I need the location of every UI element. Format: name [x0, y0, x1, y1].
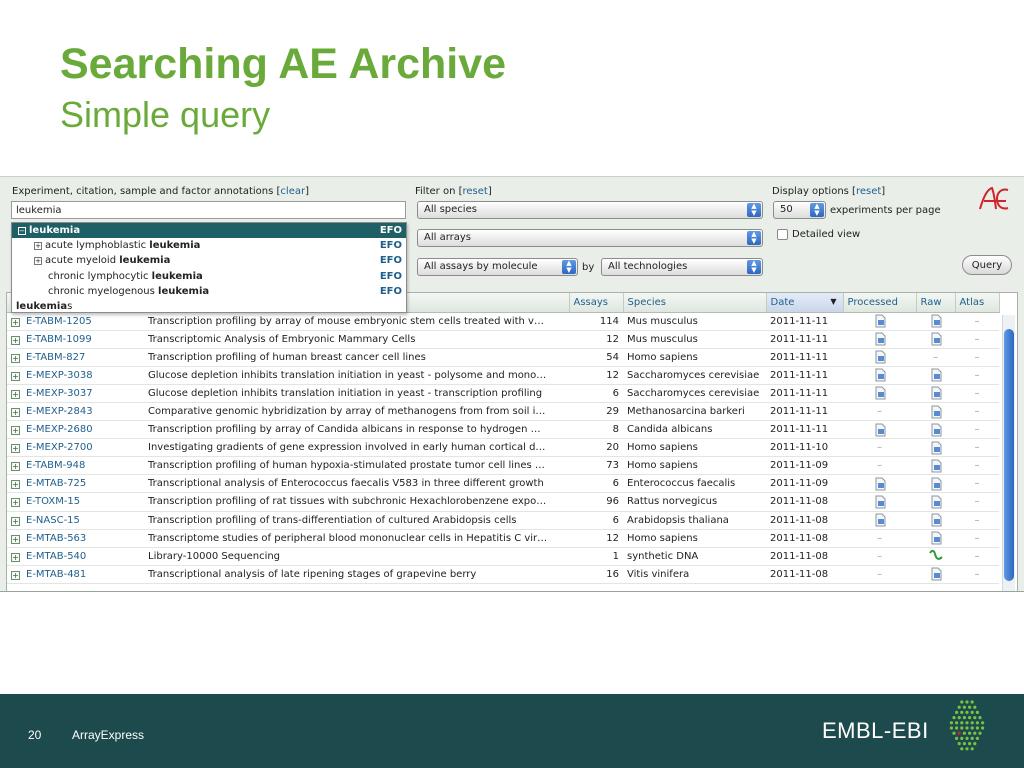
- plus-square-icon[interactable]: +: [12, 462, 19, 472]
- raw-cell[interactable]: [916, 312, 955, 330]
- query-button[interactable]: Query: [962, 255, 1012, 275]
- document-icon[interactable]: [929, 405, 943, 419]
- title-cell: Transcription profiling of trans-differentiation of cultured Arabidopsis cells: [144, 511, 569, 529]
- table-row[interactable]: [7, 457, 999, 475]
- document-icon[interactable]: [929, 368, 943, 382]
- atlas-cell: –: [955, 547, 999, 565]
- plus-square-icon[interactable]: +: [12, 317, 19, 327]
- logo-dot: [963, 716, 966, 719]
- species-select[interactable]: All species ▲ ▼: [417, 201, 763, 219]
- accession-cell[interactable]: + E-TABM-948: [7, 457, 144, 475]
- date-cell: 2011-11-08: [766, 565, 843, 583]
- logo-dot: [960, 721, 963, 724]
- document-icon[interactable]: [873, 386, 887, 400]
- accession-cell[interactable]: + E-MEXP-2700: [7, 439, 144, 457]
- date-cell: 2011-11-11: [766, 421, 843, 439]
- efo-tag: EFO: [379, 285, 402, 297]
- raw-cell[interactable]: [916, 421, 955, 439]
- raw-cell[interactable]: [916, 475, 955, 493]
- autocomplete-suggestion[interactable]: + acute myeloid leukemia EFO: [12, 253, 406, 268]
- table-row[interactable]: [7, 511, 999, 529]
- raw-cell[interactable]: [916, 457, 955, 475]
- logo-dot: [976, 721, 979, 724]
- filter-reset-link[interactable]: reset: [462, 186, 488, 197]
- species-cell: Mus musculus: [623, 330, 766, 348]
- species-cell: Rattus norvegicus: [623, 493, 766, 511]
- plus-square-icon[interactable]: +: [12, 371, 19, 381]
- atlas-cell: –: [955, 493, 999, 511]
- logo-dot: [981, 721, 984, 724]
- document-icon[interactable]: [873, 477, 887, 491]
- assays-cell: 54: [569, 348, 623, 366]
- document-icon[interactable]: [929, 513, 943, 527]
- date-cell: 2011-11-10: [766, 439, 843, 457]
- clear-link[interactable]: clear: [280, 186, 306, 197]
- raw-cell[interactable]: [916, 384, 955, 402]
- logo-dot: [971, 726, 974, 729]
- detailed-view-checkbox[interactable]: [777, 229, 788, 240]
- logo-dot: [952, 732, 955, 735]
- species-cell: Saccharomyces cerevisiae: [623, 384, 766, 402]
- accession-cell[interactable]: + E-NASC-15: [7, 511, 144, 529]
- date-cell: 2011-11-11: [766, 402, 843, 420]
- document-icon[interactable]: [929, 441, 943, 455]
- sort-down-icon: ▼: [830, 296, 837, 306]
- plus-square-icon[interactable]: +: [12, 408, 19, 418]
- logo-dot: [950, 721, 953, 724]
- raw-cell[interactable]: [916, 402, 955, 420]
- processed-cell[interactable]: –: [843, 402, 916, 420]
- title-cell: Transcription profiling by array of mouse embryonic stem cells treated with v…: [144, 312, 569, 330]
- efo-tag: EFO: [379, 255, 402, 267]
- efo-tag: EFO: [379, 270, 402, 282]
- atlas-column-header[interactable]: Atlas: [955, 293, 999, 312]
- atlas-cell: –: [955, 421, 999, 439]
- assays-cell: 12: [569, 366, 623, 384]
- processed-cell[interactable]: [843, 312, 916, 330]
- accession-cell[interactable]: + E-MEXP-2843: [7, 402, 144, 420]
- processed-cell[interactable]: [843, 511, 916, 529]
- species-cell: Vitis vinifera: [623, 565, 766, 583]
- processed-cell[interactable]: [843, 493, 916, 511]
- logo-dot: [968, 706, 971, 709]
- document-icon[interactable]: [873, 368, 887, 382]
- logo-dot: [971, 747, 974, 750]
- plus-square-icon[interactable]: +: [12, 426, 19, 436]
- accession-cell[interactable]: + E-MTAB-725: [7, 475, 144, 493]
- processed-cell[interactable]: –: [843, 565, 916, 583]
- date-cell: 2011-11-11: [766, 384, 843, 402]
- raw-cell[interactable]: [916, 366, 955, 384]
- page-number: 20: [28, 728, 42, 742]
- document-icon[interactable]: [929, 477, 943, 491]
- processed-cell[interactable]: [843, 384, 916, 402]
- accession-cell[interactable]: + E-MTAB-481: [7, 565, 144, 583]
- logo-dot: [955, 711, 958, 714]
- display-options-label: Display options [reset]: [772, 186, 886, 197]
- document-icon[interactable]: [873, 350, 887, 364]
- footer-brand: ArrayExpress: [72, 728, 145, 742]
- processed-cell[interactable]: [843, 348, 916, 366]
- plus-square-icon[interactable]: +: [12, 498, 19, 508]
- raw-cell[interactable]: [916, 493, 955, 511]
- logo-dot: [965, 747, 968, 750]
- by-label: by: [582, 262, 595, 273]
- logo-dot: [950, 726, 953, 729]
- autocomplete-suggestion[interactable]: + acute lymphoblastic leukemia EFO: [12, 238, 406, 253]
- atlas-cell: –: [955, 565, 999, 583]
- assays-cell: 6: [569, 511, 623, 529]
- logo-dot: [965, 737, 968, 740]
- species-cell: Saccharomyces cerevisiae: [623, 366, 766, 384]
- scrollbar-thumb[interactable]: [1004, 329, 1014, 581]
- table-row[interactable]: [7, 475, 999, 493]
- accession-cell[interactable]: + E-MTAB-540: [7, 547, 144, 565]
- title-cell: Transcriptomic Analysis of Embryonic Mammary Cells: [144, 330, 569, 348]
- species-cell: synthetic DNA: [623, 547, 766, 565]
- table-row[interactable]: [7, 348, 999, 366]
- logo-dot: [960, 726, 963, 729]
- experiments-table: [6, 292, 1018, 592]
- document-icon[interactable]: [873, 423, 887, 437]
- atlas-cell: –: [955, 312, 999, 330]
- detailed-view-label: Detailed view: [792, 229, 861, 240]
- atlas-cell: –: [955, 475, 999, 493]
- accession-cell[interactable]: + E-MEXP-3037: [7, 384, 144, 402]
- select-arrows-icon: ▲ ▼: [747, 203, 761, 217]
- search-label: Experiment, citation, sample and factor annotations [clear]: [12, 186, 309, 197]
- assays-cell: 16: [569, 565, 623, 583]
- table-row[interactable]: [7, 565, 999, 583]
- atlas-cell: –: [955, 384, 999, 402]
- processed-cell[interactable]: –: [843, 457, 916, 475]
- slide-footer: [0, 694, 1024, 768]
- logo-dot: [963, 742, 966, 745]
- title-cell: Transcriptome studies of peripheral blood mononuclear cells in Hepatitis C vir…: [144, 529, 569, 547]
- table-scrollbar[interactable]: [1002, 315, 1015, 591]
- logo-dot: [976, 737, 979, 740]
- species-cell: Homo sapiens: [623, 529, 766, 547]
- species-column-header[interactable]: Species: [623, 293, 766, 312]
- atlas-cell: –: [955, 348, 999, 366]
- date-cell: 2011-11-08: [766, 493, 843, 511]
- processed-cell[interactable]: –: [843, 529, 916, 547]
- title-cell: Glucose depletion inhibits translation initiation in yeast - transcription profiling: [144, 384, 569, 402]
- select-arrows-icon: ▲ ▼: [810, 203, 824, 217]
- document-icon[interactable]: [873, 495, 887, 509]
- plus-square-icon[interactable]: +: [12, 389, 19, 399]
- assays-cell: 96: [569, 493, 623, 511]
- assays-cell: 6: [569, 384, 623, 402]
- plus-square-icon[interactable]: +: [12, 480, 19, 490]
- raw-cell[interactable]: –: [916, 348, 955, 366]
- logo-dot: [971, 721, 974, 724]
- table-row[interactable]: [7, 421, 999, 439]
- logo-dot: [976, 726, 979, 729]
- logo-dot: [973, 716, 976, 719]
- accession-cell[interactable]: + E-MEXP-2680: [7, 421, 144, 439]
- logo-dot: [960, 747, 963, 750]
- logo-dot: [965, 721, 968, 724]
- plus-square-icon[interactable]: +: [35, 242, 41, 251]
- plus-square-icon[interactable]: +: [12, 552, 19, 562]
- logo-dot: [965, 726, 968, 729]
- title-cell: Transcription profiling by array of Candida albicans in response to hydrogen …: [144, 421, 569, 439]
- logo-dot: [978, 716, 981, 719]
- table-row[interactable]: [7, 330, 999, 348]
- assays-cell: 6: [569, 475, 623, 493]
- document-icon[interactable]: [873, 314, 887, 328]
- assays-molecule-select[interactable]: All assays by molecule ▲ ▼: [417, 258, 578, 276]
- date-cell: 2011-11-11: [766, 330, 843, 348]
- raw-cell[interactable]: [916, 529, 955, 547]
- document-icon[interactable]: [929, 531, 943, 545]
- raw-cell[interactable]: [916, 547, 955, 565]
- date-cell: 2011-11-08: [766, 511, 843, 529]
- processed-cell[interactable]: –: [843, 439, 916, 457]
- species-cell: Arabidopsis thaliana: [623, 511, 766, 529]
- autocomplete-suggestion[interactable]: leukemias: [16, 300, 73, 312]
- logo-dot: [968, 716, 971, 719]
- date-cell: 2011-11-09: [766, 475, 843, 493]
- atlas-cell: –: [955, 366, 999, 384]
- document-icon[interactable]: [929, 423, 943, 437]
- logo-dot: [958, 716, 961, 719]
- atlas-cell: –: [955, 402, 999, 420]
- logo-dot: [971, 711, 974, 714]
- raw-cell[interactable]: [916, 511, 955, 529]
- slide-title: Searching AE Archive: [60, 40, 507, 88]
- plus-square-icon[interactable]: +: [12, 570, 19, 580]
- table-row[interactable]: [7, 402, 999, 420]
- processed-cell[interactable]: –: [843, 547, 916, 565]
- species-cell: Methanosarcina barkeri: [623, 402, 766, 420]
- processed-cell[interactable]: [843, 475, 916, 493]
- atlas-cell: –: [955, 330, 999, 348]
- search-input[interactable]: [11, 201, 406, 219]
- per-page-select[interactable]: 50 ▲ ▼: [773, 201, 826, 219]
- logo-dot: [958, 732, 961, 735]
- filter-label: Filter on [reset]: [415, 186, 492, 197]
- autocomplete-suggestion[interactable]: chronic myelogenous leukemia EFO: [12, 284, 406, 299]
- logo-dot: [958, 706, 961, 709]
- select-arrows-icon: ▲ ▼: [747, 260, 761, 274]
- assays-cell: 12: [569, 529, 623, 547]
- arrays-select[interactable]: All arrays ▲ ▼: [417, 229, 763, 247]
- processed-column-header[interactable]: Processed: [843, 293, 916, 312]
- title-cell: Comparative genomic hybridization by array of methanogens from from soil i…: [144, 402, 569, 420]
- date-cell: 2011-11-11: [766, 348, 843, 366]
- document-icon[interactable]: [929, 459, 943, 473]
- autocomplete-suggestion[interactable]: chronic lymphocytic leukemia EFO: [12, 269, 406, 284]
- autocomplete-dropdown: [11, 222, 407, 313]
- atlas-cell: –: [955, 439, 999, 457]
- assays-cell: 29: [569, 402, 623, 420]
- title-cell: Transcriptional analysis of Enterococcus faecalis V583 in three different growth: [144, 475, 569, 493]
- accession-cell[interactable]: + E-TABM-1205: [7, 312, 144, 330]
- ae-logo-icon: [976, 185, 1010, 213]
- display-reset-link[interactable]: reset: [855, 186, 882, 197]
- title-cell: Investigating gradients of gene expression involved in early human cortical d…: [144, 439, 569, 457]
- autocomplete-suggestion[interactable]: − leukemia EFO: [12, 223, 406, 238]
- logo-dot: [960, 737, 963, 740]
- date-cell: 2011-11-11: [766, 366, 843, 384]
- logo-dot: [958, 742, 961, 745]
- accession-cell[interactable]: + E-TABM-827: [7, 348, 144, 366]
- title-cell: Transcription profiling of human hypoxia-stimulated prostate tumor cell lines …: [144, 457, 569, 475]
- date-cell: 2011-11-08: [766, 547, 843, 565]
- accession-cell[interactable]: + E-TOXM-15: [7, 493, 144, 511]
- document-icon[interactable]: [873, 332, 887, 346]
- document-icon[interactable]: [929, 332, 943, 346]
- document-icon[interactable]: [873, 513, 887, 527]
- processed-cell[interactable]: [843, 330, 916, 348]
- document-icon[interactable]: [929, 495, 943, 509]
- date-column-header[interactable]: Date ▼: [766, 293, 843, 312]
- accession-cell[interactable]: + E-TABM-1099: [7, 330, 144, 348]
- logo-dot: [963, 732, 966, 735]
- assays-cell: 73: [569, 457, 623, 475]
- document-icon[interactable]: [929, 567, 943, 581]
- atlas-cell: –: [955, 511, 999, 529]
- logo-dot: [976, 711, 979, 714]
- logo-dot: [973, 732, 976, 735]
- document-icon[interactable]: [929, 314, 943, 328]
- embl-ebi-logo-text: EMBL-EBI: [822, 718, 929, 743]
- species-cell: Homo sapiens: [623, 348, 766, 366]
- table-row[interactable]: [7, 366, 999, 384]
- logo-dot: [968, 732, 971, 735]
- plus-square-icon[interactable]: +: [12, 353, 19, 363]
- atlas-cell: –: [955, 457, 999, 475]
- title-cell: Transcriptional analysis of late ripening stages of grapevine berry: [144, 565, 569, 583]
- logo-dot: [973, 706, 976, 709]
- plus-square-icon[interactable]: +: [12, 335, 19, 345]
- select-arrows-icon: ▲ ▼: [562, 260, 576, 274]
- table-row[interactable]: [7, 493, 999, 511]
- logo-dot: [955, 721, 958, 724]
- table-row[interactable]: [7, 439, 999, 457]
- processed-cell[interactable]: [843, 366, 916, 384]
- atlas-cell: –: [955, 529, 999, 547]
- accession-cell[interactable]: + E-MTAB-563: [7, 529, 144, 547]
- raw-cell[interactable]: [916, 330, 955, 348]
- logo-dot: [978, 732, 981, 735]
- logo-dot: [955, 726, 958, 729]
- title-cell: Transcription profiling of rat tissues with subchronic Hexachlorobenzene expo…: [144, 493, 569, 511]
- raw-column-header[interactable]: Raw: [916, 293, 955, 312]
- logo-dot: [965, 711, 968, 714]
- title-cell: Library-10000 Sequencing: [144, 547, 569, 565]
- assays-cell: 8: [569, 421, 623, 439]
- table-row[interactable]: [7, 312, 999, 330]
- embl-dots-logo-icon: [942, 698, 992, 754]
- minus-square-icon[interactable]: −: [19, 227, 25, 235]
- assays-cell: 12: [569, 330, 623, 348]
- logo-dot: [955, 737, 958, 740]
- table-row[interactable]: [7, 529, 999, 547]
- species-cell: Mus musculus: [623, 312, 766, 330]
- assays-cell: 1: [569, 547, 623, 565]
- logo-dot: [952, 716, 955, 719]
- date-cell: 2011-11-09: [766, 457, 843, 475]
- plus-square-icon[interactable]: +: [12, 516, 19, 526]
- logo-dot: [960, 711, 963, 714]
- species-cell: Candida albicans: [623, 421, 766, 439]
- slide-subtitle: Simple query: [60, 94, 271, 135]
- title-cell: Transcription profiling of human breast cancer cell lines: [144, 348, 569, 366]
- date-cell: 2011-11-08: [766, 529, 843, 547]
- per-page-label: experiments per page: [830, 205, 941, 216]
- sequence-wave-icon[interactable]: [929, 549, 943, 563]
- species-cell: Homo sapiens: [623, 457, 766, 475]
- plus-square-icon[interactable]: +: [12, 534, 19, 544]
- logo-dot: [968, 742, 971, 745]
- processed-cell[interactable]: [843, 421, 916, 439]
- efo-tag: EFO: [379, 240, 402, 252]
- table-row[interactable]: [7, 547, 999, 565]
- accession-cell[interactable]: + E-MEXP-3038: [7, 366, 144, 384]
- raw-cell[interactable]: [916, 439, 955, 457]
- logo-dot: [971, 700, 974, 703]
- species-cell: Homo sapiens: [623, 439, 766, 457]
- date-cell: 2011-11-11: [766, 312, 843, 330]
- logo-dot: [973, 742, 976, 745]
- raw-cell[interactable]: [916, 565, 955, 583]
- plus-square-icon[interactable]: +: [12, 444, 19, 454]
- logo-dot: [960, 700, 963, 703]
- document-icon[interactable]: [929, 386, 943, 400]
- species-cell: Enterococcus faecalis: [623, 475, 766, 493]
- logo-dot: [981, 726, 984, 729]
- assays-cell: 20: [569, 439, 623, 457]
- efo-tag: EFO: [379, 225, 402, 236]
- table-row[interactable]: [7, 384, 999, 402]
- logo-dot: [965, 700, 968, 703]
- logo-dot: [963, 706, 966, 709]
- assays-cell: 114: [569, 312, 623, 330]
- assays-column-header[interactable]: Assays: [569, 293, 623, 312]
- logo-dot: [971, 737, 974, 740]
- title-cell: Glucose depletion inhibits translation initiation in yeast - polysome and mono…: [144, 366, 569, 384]
- plus-square-icon[interactable]: +: [35, 257, 41, 266]
- select-arrows-icon: ▲ ▼: [747, 231, 761, 245]
- arrayexpress-search-panel: [0, 176, 1024, 592]
- technologies-select[interactable]: All technologies ▲ ▼: [601, 258, 763, 276]
